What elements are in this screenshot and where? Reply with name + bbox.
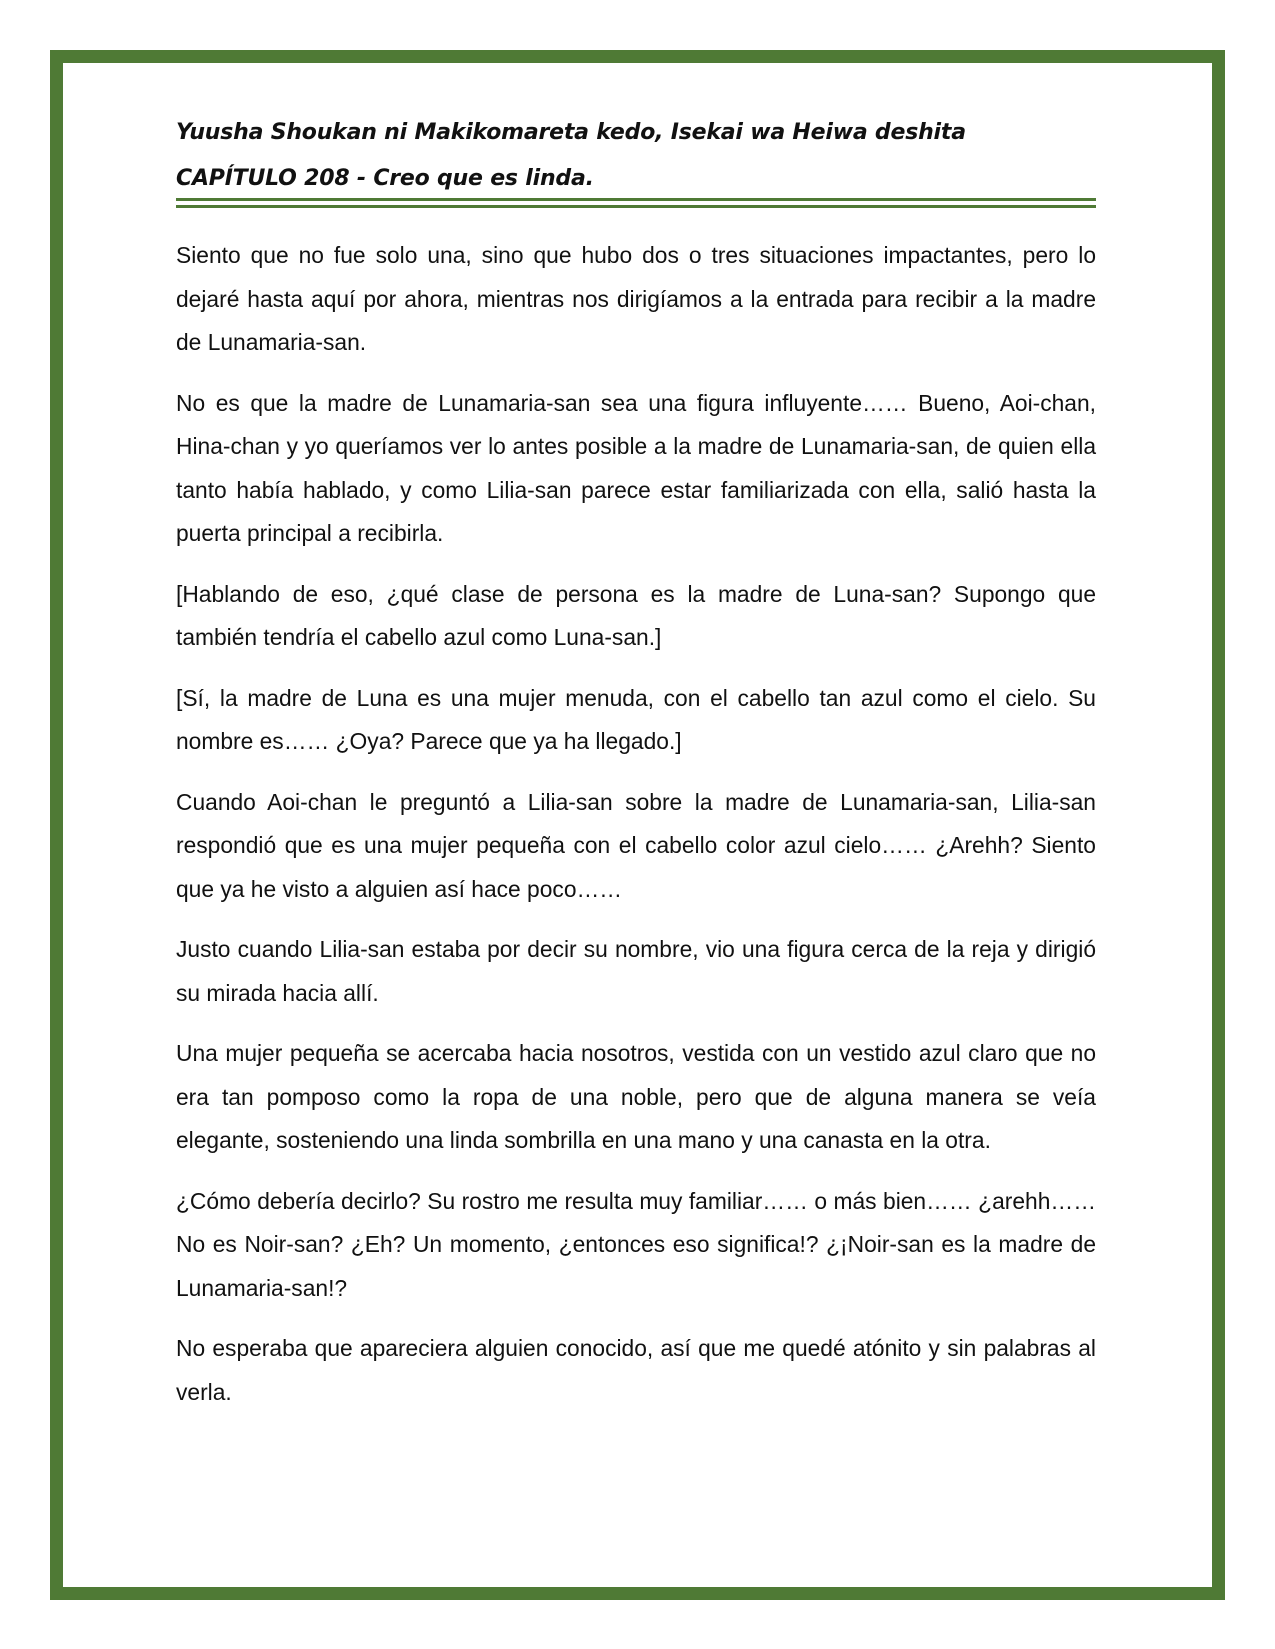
chapter-title: CAPÍTULO 208 - Creo que es linda. bbox=[176, 166, 594, 191]
paragraph-5: Cuando Aoi-chan le preguntó a Lilia-san sobre la madre de Lunamaria-san, Lilia-san respondió que es una mujer pequeña con el cabello color azul cielo…… ¿Arehh? Siento que ya he visto a alguien así hace poco…… bbox=[176, 788, 1096, 902]
paragraph-3: [Hablando de eso, ¿qué clase de persona es la madre de Luna-san? Supongo que también tendría el cabello azul como Luna-san.] bbox=[176, 580, 1096, 650]
paragraph-8: ¿Cómo debería decirlo? Su rostro me resulta muy familiar…… o más bien…… ¿arehh…… No es Noir-san? ¿Eh? Un momento, ¿entonces eso significa!? ¿¡Noir-san es la madre de Lunamaria-san!? bbox=[176, 1187, 1096, 1301]
paragraph-7: Una mujer pequeña se acercaba hacia nosotros, vestida con un vestido azul claro que no era tan pomposo como la ropa de una noble, pero que de alguna manera se veía elegante, sosteniendo una linda sombrilla en una mano y una canasta en la otra. bbox=[176, 1040, 1096, 1153]
series-title: Yuusha Shoukan ni Makikomareta kedo, Isekai wa Heiwa deshita bbox=[176, 120, 966, 145]
title-divider bbox=[176, 198, 1096, 208]
paragraph-4: [Sí, la madre de Luna es una mujer menuda, con el cabello tan azul como el cielo. Su nombre es…… ¿Oya? Parece que ya ha llegado.] bbox=[176, 684, 1096, 754]
paragraph-2: No es que la madre de Lunamaria-san sea una figura influyente…… Bueno, Aoi-chan, Hina-chan y yo queríamos ver lo antes posible a la madre de Lunamaria-san, de quien ella tanto había hablado, y como Lilia-san parece estar familiarizada con ella, salió hasta la puerta principal a recibirla. bbox=[176, 389, 1096, 546]
chapter-body bbox=[176, 234, 1096, 1414]
paragraph-1: Siento que no fue solo una, sino que hubo dos o tres situaciones impactantes, pero lo dejaré hasta aquí por ahora, mientras nos dirigíamos a la entrada para recibir a la madre de Lunamaria-san. bbox=[176, 242, 1096, 355]
paragraph-9: No esperaba que apareciera alguien conocido, así que me quedé atónito y sin palabras al verla. bbox=[176, 1335, 1096, 1405]
document-content bbox=[176, 112, 1096, 1431]
paragraph-6: Justo cuando Lilia-san estaba por decir su nombre, vio una figura cerca de la reja y dirigió su mirada hacia allí. bbox=[176, 936, 1096, 1006]
